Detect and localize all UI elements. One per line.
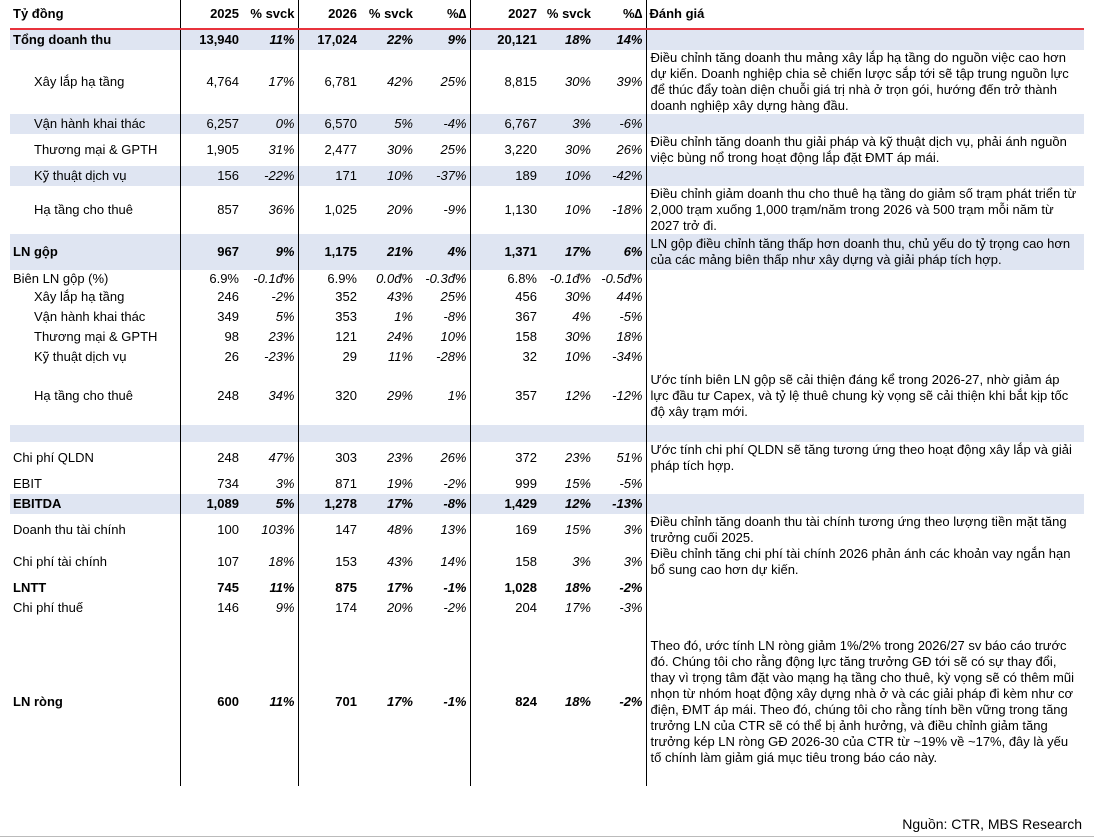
table-row (10, 514, 1084, 546)
cell-2026: 6,781 (298, 50, 360, 114)
table-row (10, 287, 1084, 307)
cell-2025: 13,940 (180, 29, 242, 50)
cell-assessment: Điều chỉnh tăng doanh thu tài chính tương ứng theo lượng tiền mặt tăng trưởng cuối 2025. (646, 514, 1084, 546)
cell-2027-yoy: 15% (564, 522, 591, 537)
table-row (10, 494, 1084, 514)
cell-2026: 121 (298, 327, 360, 347)
row-label (10, 425, 180, 442)
cell-2025: 246 (180, 287, 242, 307)
cell-2025-yoy: 11% (242, 29, 298, 50)
cell-2027-yoy (540, 425, 594, 442)
cell-2027: 32 (470, 347, 540, 367)
cell-2026-yoy: 17% (386, 694, 413, 709)
cell-2026-yoy: 30% (386, 142, 413, 157)
cell-assessment: Điều chỉnh tăng doanh thu giải pháp và kỹ thuật dịch vụ, phải ánh nguồn việc bùng nổ trong hoạt động lắp đặt ĐMT áp mái. (646, 134, 1084, 166)
cell-2027: 1,028 (470, 578, 540, 598)
table-row (10, 578, 1084, 598)
cell-2025-yoy (242, 425, 298, 442)
cell-2025: 349 (180, 307, 242, 327)
cell-2026: 17,024 (298, 29, 360, 50)
cell-2026-yoy: 22% (360, 29, 416, 50)
cell-2025-yoy: 34% (268, 388, 295, 403)
cell-2026-delta: -37% (416, 166, 470, 186)
cell-2026-delta: -8% (416, 494, 470, 514)
forecast-table (10, 0, 1084, 786)
cell-2025: 6.9% (180, 270, 242, 287)
cell-2027-yoy: 12% (564, 388, 591, 403)
cell-assessment (646, 347, 1084, 367)
cell-2027: 999 (470, 474, 540, 494)
cell-2027-delta: 14% (594, 29, 646, 50)
cell-2027-yoy: 18% (564, 694, 591, 709)
cell-2027: 1,130 (470, 186, 540, 234)
cell-2025-yoy: 11% (269, 580, 295, 595)
cell-2027: 824 (470, 618, 540, 786)
row-label: Kỹ thuật dịch vụ (34, 349, 127, 364)
cell-2027: 372 (470, 442, 540, 474)
cell-2025-yoy: -22% (242, 166, 298, 186)
cell-2027-yoy: 4% (572, 309, 591, 324)
cell-2025-yoy: -2% (271, 289, 295, 304)
cell-assessment (646, 166, 1084, 186)
cell-2027-yoy: 30% (564, 74, 591, 89)
cell-2026-yoy: 21% (360, 234, 416, 270)
cell-assessment (646, 270, 1084, 287)
cell-2025: 6,257 (180, 114, 242, 134)
row-label: Vận hành khai thác (34, 309, 146, 324)
cell-2027-delta: -5% (619, 476, 643, 491)
forecast-table-container (10, 0, 1084, 786)
table-row (10, 234, 1084, 270)
cell-2026-delta: -4% (416, 114, 470, 134)
cell-2025-yoy: 9% (275, 600, 295, 615)
cell-2026-delta: 1% (447, 388, 467, 403)
header-2026: 2026 (298, 0, 360, 29)
cell-2026-delta: 14% (440, 554, 467, 569)
cell-assessment (646, 425, 1084, 442)
cell-2026: 303 (298, 442, 360, 474)
row-label: Chi phí tài chính (13, 554, 107, 569)
table-row (10, 546, 1084, 578)
cell-assessment (646, 578, 1084, 598)
table-row (10, 327, 1084, 347)
cell-2026: 1,025 (298, 186, 360, 234)
table-row (10, 270, 1084, 287)
source-note: Nguồn: CTR, MBS Research (902, 816, 1082, 832)
cell-2025: 967 (180, 234, 242, 270)
cell-2026-yoy: 5% (360, 114, 416, 134)
cell-2025-yoy: 23% (268, 329, 295, 344)
cell-2025: 248 (180, 367, 242, 425)
cell-2027-yoy: -0.1đ% (549, 270, 591, 286)
cell-2027-yoy: 17% (540, 234, 594, 270)
table-row (10, 166, 1084, 186)
cell-2027-delta: 6% (594, 234, 646, 270)
cell-2026-delta: 25% (440, 289, 467, 304)
cell-2027: 367 (470, 307, 540, 327)
cell-2027-yoy: 23% (564, 450, 591, 465)
row-label: Biên LN gộp (%) (13, 270, 109, 286)
cell-assessment (646, 494, 1084, 514)
cell-2025: 248 (180, 442, 242, 474)
cell-2025-yoy: 5% (242, 494, 298, 514)
cell-assessment: Điều chỉnh giảm doanh thu cho thuê hạ tầng do giảm số trạm phát triển từ 2,000 trạm xuống 1,000 trạm/năm trong 2026 và 500 trạm mỗi năm từ 2027 trở đi. (646, 186, 1084, 234)
table-row (10, 186, 1084, 234)
cell-2027-delta: 51% (616, 450, 643, 465)
table-row (10, 347, 1084, 367)
cell-2026-delta: 26% (440, 450, 467, 465)
cell-2025: 107 (180, 546, 242, 578)
cell-2027: 169 (470, 514, 540, 546)
cell-assessment (646, 598, 1084, 618)
cell-2027-delta: -0.5đ% (601, 270, 643, 286)
cell-2026-delta (416, 425, 470, 442)
table-row (10, 618, 1084, 786)
table-row (10, 307, 1084, 327)
row-label: Hạ tầng cho thuê (34, 202, 134, 217)
cell-2027-yoy: 12% (540, 494, 594, 514)
cell-2027-delta: -13% (594, 494, 646, 514)
header-2027-delta: %∆ (594, 0, 646, 29)
cell-2027-delta: 26% (616, 142, 643, 157)
cell-2025: 26 (180, 347, 242, 367)
cell-2026: 1,175 (298, 234, 360, 270)
cell-2027-delta: 18% (616, 329, 643, 344)
cell-2026: 1,278 (298, 494, 360, 514)
cell-2026-yoy: 11% (387, 349, 413, 364)
cell-assessment (646, 29, 1084, 50)
cell-2026: 6,570 (298, 114, 360, 134)
cell-2027: 6,767 (470, 114, 540, 134)
cell-2027-yoy: 18% (540, 29, 594, 50)
cell-2025-yoy: 0% (242, 114, 298, 134)
cell-2027-delta: -2% (619, 694, 643, 709)
cell-2027: 357 (470, 367, 540, 425)
cell-2025: 98 (180, 327, 242, 347)
cell-2025-yoy: 36% (268, 202, 295, 217)
cell-2026-delta: 4% (416, 234, 470, 270)
cell-2026-yoy: 20% (386, 600, 413, 615)
cell-2026-delta: -2% (443, 600, 467, 615)
cell-2026 (298, 425, 360, 442)
cell-2027: 158 (470, 327, 540, 347)
cell-2025: 600 (180, 618, 242, 786)
header-2025-yoy: % svck (242, 0, 298, 29)
cell-2027: 456 (470, 287, 540, 307)
row-label: Xây lắp hạ tầng (34, 74, 125, 89)
table-row (10, 425, 1084, 442)
cell-2025: 146 (180, 598, 242, 618)
cell-2027 (470, 425, 540, 442)
cell-2025-yoy: -0.1đ% (253, 270, 295, 286)
cell-assessment (646, 327, 1084, 347)
bottom-divider (0, 836, 1094, 837)
table-row (10, 50, 1084, 114)
cell-assessment (646, 114, 1084, 134)
cell-assessment: Ước tính biên LN gộp sẽ cải thiện đáng kể trong 2026-27, nhờ giảm áp lực đầu tư Capex, và tỷ lệ thuê chung kỳ vọng sẽ cải thiện khi bắt kịp tốc độ xây trạm mới. (646, 367, 1084, 425)
cell-2027-yoy: 17% (564, 600, 591, 615)
cell-2026-yoy: 42% (386, 74, 413, 89)
cell-2026-delta: -2% (443, 476, 467, 491)
cell-2027: 3,220 (470, 134, 540, 166)
header-2027: 2027 (470, 0, 540, 29)
row-label: Xây lắp hạ tầng (34, 289, 125, 304)
cell-2026-yoy: 29% (386, 388, 413, 403)
cell-2026-delta: -1% (443, 694, 467, 709)
cell-2026: 174 (298, 598, 360, 618)
cell-2027: 158 (470, 546, 540, 578)
cell-2027: 204 (470, 598, 540, 618)
row-label: Thương mại & GPTH (34, 142, 158, 157)
cell-2026-delta: 9% (416, 29, 470, 50)
cell-2026-yoy: 1% (394, 309, 413, 324)
cell-2025-yoy: 47% (268, 450, 295, 465)
cell-2025: 734 (180, 474, 242, 494)
table-row (10, 29, 1084, 50)
cell-assessment: Theo đó, ước tính LN ròng giảm 1%/2% trong 2026/27 sv báo cáo trước đó. Chúng tôi cho rằng động lực tăng trưởng GĐ tới sẽ có sự thay đổi, thay vì trọng tâm đặt vào mạng hạ tầng cho thuê, kỳ vọng sẽ có thêm mũi nhọn từ nhóm hoạt động xây dựng nhà ở và các giải pháp đi kèm như cơ điện, ĐMT áp mái. Theo đó, chúng tôi cho rằng tính bền vững trong tăng trưởng LN của CTR sẽ có thể bị ảnh hưởng, và điều chỉnh giảm tăng trưởng kép LN ròng GĐ 2026-30 của CTR từ ~19% về ~17%, đây là yếu tố chính làm giảm giá mục tiêu trong báo cáo này. (646, 618, 1084, 786)
cell-2026-delta: 13% (440, 522, 467, 537)
cell-2027-delta: 39% (616, 74, 643, 89)
cell-2026: 6.9% (298, 270, 360, 287)
cell-assessment: Ước tính chi phí QLDN sẽ tăng tương ứng theo hoạt động xây lắp và giải pháp tích hợp. (646, 442, 1084, 474)
cell-2025: 4,764 (180, 50, 242, 114)
cell-2027-delta: -5% (619, 309, 643, 324)
cell-2027-delta: -34% (612, 349, 643, 364)
cell-assessment (646, 287, 1084, 307)
cell-2025 (180, 425, 242, 442)
cell-2026-yoy: 17% (360, 494, 416, 514)
cell-2025-yoy: 31% (268, 142, 295, 157)
cell-2025-yoy: 17% (268, 74, 295, 89)
cell-assessment: Điều chỉnh tăng chi phí tài chính 2026 phản ánh các khoản vay ngắn hạn bổ sung cao hơn dự kiến. (646, 546, 1084, 578)
cell-assessment: LN gộp điều chỉnh tăng thấp hơn doanh thu, chủ yếu do tỷ trọng cao hơn của các mảng biên thấp như xây dựng và giải pháp tích hợp. (646, 234, 1084, 270)
row-label: LNTT (13, 580, 47, 595)
table-row (10, 598, 1084, 618)
cell-2026-delta: -1% (443, 580, 467, 595)
cell-2025: 100 (180, 514, 242, 546)
cell-2027-delta (594, 425, 646, 442)
cell-2025: 745 (180, 578, 242, 598)
cell-2027-delta: -2% (619, 580, 643, 595)
header-2027-yoy: % svck (540, 0, 594, 29)
cell-2026: 353 (298, 307, 360, 327)
cell-2026-delta: -9% (443, 202, 467, 217)
cell-2025-yoy: 103% (261, 522, 295, 537)
cell-2026: 352 (298, 287, 360, 307)
row-label: Tổng doanh thu (10, 29, 180, 50)
cell-2026-yoy: 43% (386, 554, 413, 569)
cell-2027-delta: -42% (594, 166, 646, 186)
cell-2026: 875 (298, 578, 360, 598)
cell-2025: 857 (180, 186, 242, 234)
row-label: EBITDA (10, 494, 180, 514)
cell-2026: 701 (298, 618, 360, 786)
cell-2025-yoy: 3% (275, 476, 295, 491)
cell-2025: 156 (180, 166, 242, 186)
cell-2026-delta: -8% (443, 309, 467, 324)
row-label: Vận hành khai thác (10, 114, 180, 134)
cell-2027-yoy: 10% (564, 202, 591, 217)
cell-2026-yoy (360, 425, 416, 442)
cell-2027-yoy: 3% (572, 554, 591, 569)
cell-2027-delta: -12% (612, 388, 643, 403)
cell-2027: 1,429 (470, 494, 540, 514)
cell-2027: 8,815 (470, 50, 540, 114)
cell-2027: 6.8% (470, 270, 540, 287)
header-unit: Tỷ đồng (10, 0, 180, 29)
cell-2027-yoy: 15% (564, 476, 591, 491)
cell-2026-yoy: 20% (386, 202, 413, 217)
header-2026-delta: %∆ (416, 0, 470, 29)
cell-2027-delta: -6% (594, 114, 646, 134)
row-label: LN gộp (10, 234, 180, 270)
cell-2026-yoy: 43% (386, 289, 413, 304)
row-label: Doanh thu tài chính (13, 522, 126, 537)
row-label: Hạ tầng cho thuê (34, 388, 134, 403)
cell-2026-yoy: 10% (360, 166, 416, 186)
cell-2026-yoy: 48% (386, 522, 413, 537)
cell-2027-yoy: 3% (540, 114, 594, 134)
cell-2026: 871 (298, 474, 360, 494)
header-assessment: Đánh giá (646, 0, 1084, 29)
cell-2025-yoy: 18% (268, 554, 295, 569)
cell-2027: 189 (470, 166, 540, 186)
cell-2026: 171 (298, 166, 360, 186)
cell-2025-yoy: 9% (242, 234, 298, 270)
table-row (10, 442, 1084, 474)
table-row (10, 134, 1084, 166)
header-2026-yoy: % svck (360, 0, 416, 29)
cell-2026-delta: -28% (436, 349, 467, 364)
cell-2026: 2,477 (298, 134, 360, 166)
cell-2027-yoy: 30% (564, 289, 591, 304)
cell-2027: 1,371 (470, 234, 540, 270)
cell-2026-yoy: 24% (386, 329, 413, 344)
cell-2027-yoy: 30% (564, 142, 591, 157)
cell-2026: 153 (298, 546, 360, 578)
cell-assessment (646, 474, 1084, 494)
cell-2025-yoy: 5% (275, 309, 295, 324)
cell-2027-delta: 3% (623, 522, 643, 537)
cell-2027-delta: -3% (619, 600, 643, 615)
cell-2026-yoy: 0.0đ% (376, 270, 413, 286)
row-label: EBIT (13, 476, 42, 491)
cell-2026-yoy: 19% (386, 476, 413, 491)
cell-2025-yoy: 11% (269, 694, 295, 709)
cell-2026-delta: 25% (440, 74, 467, 89)
row-label: LN ròng (13, 694, 63, 709)
row-label: Chi phí thuế (13, 600, 84, 615)
table-body (10, 29, 1084, 786)
table-row (10, 114, 1084, 134)
row-label: Thương mại & GPTH (34, 329, 158, 344)
cell-2025: 1,905 (180, 134, 242, 166)
cell-2026: 147 (298, 514, 360, 546)
cell-2026: 29 (298, 347, 360, 367)
cell-2026-yoy: 23% (386, 450, 413, 465)
cell-2027-delta: -18% (612, 202, 643, 217)
cell-assessment (646, 307, 1084, 327)
cell-2025-yoy: -23% (264, 349, 295, 364)
cell-2027-delta: 3% (623, 554, 643, 569)
cell-2026-delta: -0.3đ% (425, 270, 467, 286)
row-label: Chi phí QLDN (13, 450, 94, 465)
cell-2026-delta: 10% (440, 329, 467, 344)
cell-2027-yoy: 18% (564, 580, 591, 595)
cell-2026-delta: 25% (440, 142, 467, 157)
cell-2025: 1,089 (180, 494, 242, 514)
cell-2027-yoy: 10% (564, 349, 591, 364)
cell-2026: 320 (298, 367, 360, 425)
table-row (10, 367, 1084, 425)
cell-2027: 20,121 (470, 29, 540, 50)
row-label: Kỹ thuật dịch vụ (10, 166, 180, 186)
cell-2027-delta: 44% (616, 289, 643, 304)
cell-2027-yoy: 30% (564, 329, 591, 344)
cell-2026-yoy: 17% (386, 580, 413, 595)
cell-2027-yoy: 10% (540, 166, 594, 186)
table-row (10, 474, 1084, 494)
cell-assessment: Điều chỉnh tăng doanh thu mảng xây lắp hạ tầng do nguồn việc cao hơn dự kiến. Doanh nghiệp chia sẻ chiến lược sắp tới sẽ tập trung nguồn lực để thúc đẩy toàn diện chuỗi giá trị nhà ở trọn gói, hướng đến trở thành doanh nghiệp xây dựng hàng đầu. (646, 50, 1084, 114)
header-2025: 2025 (180, 0, 242, 29)
header-row (10, 0, 1084, 29)
